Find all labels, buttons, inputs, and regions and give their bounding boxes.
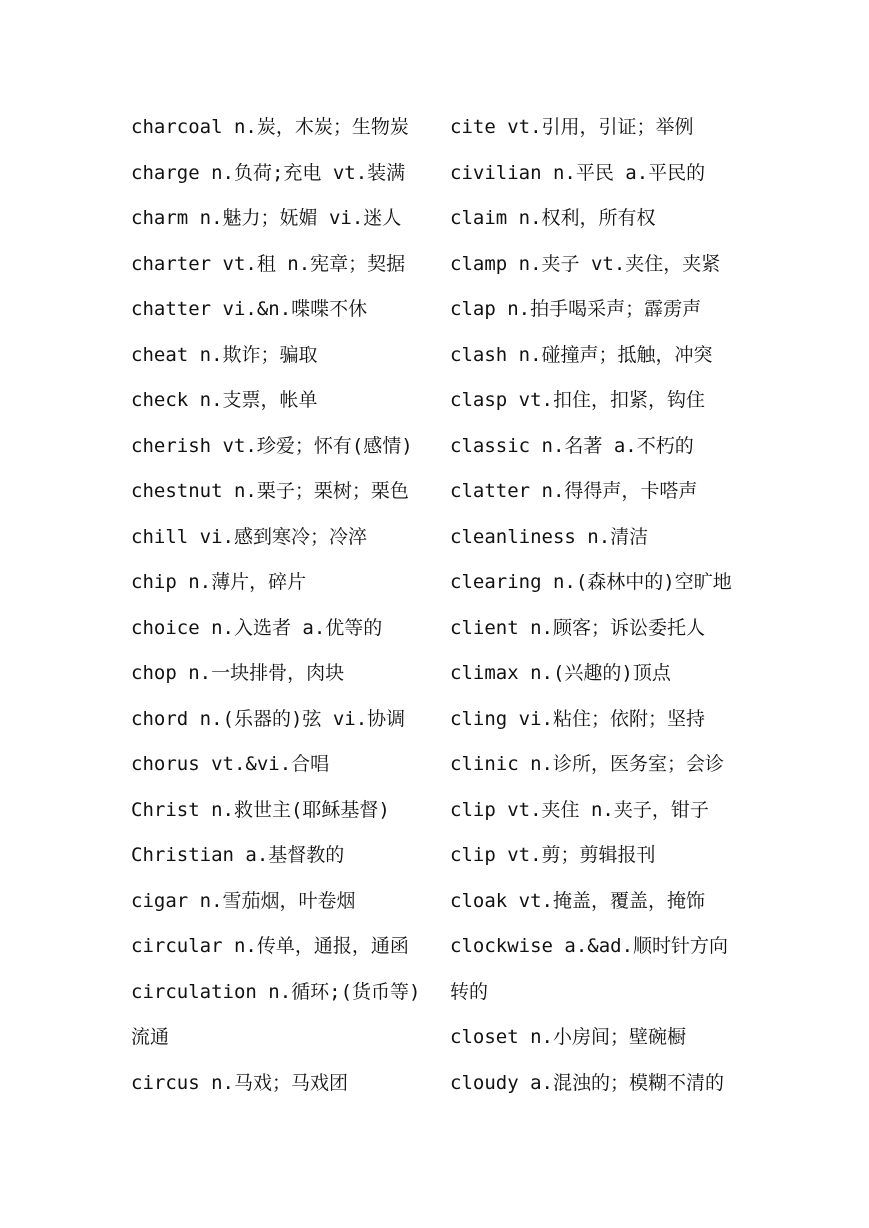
vocab-entry: claim n.权利，所有权 [450, 207, 656, 229]
vocab-entry: chorus vt.&vi.合唱 [131, 753, 330, 775]
vocab-entry: chop n.一块排骨，肉块 [131, 662, 345, 684]
vocab-entry: cloudy a.混浊的；模糊不清的 [450, 1071, 724, 1094]
vocab-entry: check n.支票，帐单 [131, 389, 318, 411]
vocab-entry: cite vt.引用，引证；举例 [450, 116, 694, 138]
vocab-entry: client n.顾客；诉讼委托人 [450, 616, 705, 639]
vocab-entry: Christian a.基督教的 [131, 844, 345, 866]
vocab-entry: cigar n.雪茄烟，叶卷烟 [131, 889, 356, 912]
vocab-entry: circular n.传单，通报，通函 [131, 935, 409, 957]
left-column [131, 105, 436, 1106]
vocab-entry-continuation: 转的 [450, 980, 489, 1003]
vocab-entry: choice n.入选者 a.优等的 [131, 616, 383, 639]
vocab-entry: chord n.(乐器的)弦 vi.协调 [131, 707, 406, 730]
vocab-entry: cleanliness n.清洁 [450, 525, 649, 548]
vocab-entry-continuation: 流通 [131, 1026, 170, 1048]
vocab-entry: clinic n.诊所，医务室；会诊 [450, 753, 724, 775]
vocab-entry: clip vt.夹住 n.夹子，钳子 [450, 798, 709, 821]
vocab-entry: clasp vt.扣住，扣紧，钩住 [450, 389, 705, 411]
vocab-entry: cloak vt.掩盖，覆盖，掩饰 [450, 889, 705, 912]
vocab-entry: climax n.(兴趣的)顶点 [450, 662, 671, 684]
vocab-entry: Christ n.救世主(耶稣基督) [131, 798, 390, 821]
vocab-entry: closet n.小房间；壁碗橱 [450, 1026, 686, 1048]
vocab-entry: cling vi.粘住；依附；坚持 [450, 707, 705, 730]
vocab-entry: clap n.拍手喝采声；霹雳声 [450, 298, 702, 320]
vocab-entry: clatter n.得得声，卡嗒声 [450, 480, 698, 502]
vocab-entry: charcoal n.炭，木炭；生物炭 [131, 116, 409, 138]
vocab-entry: charter vt.租 n.宪章；契据 [131, 252, 406, 275]
vocab-entry: clearing n.(森林中的)空旷地 [450, 571, 732, 593]
right-column [450, 105, 750, 1106]
vocab-entry: chestnut n.栗子；栗树；栗色 [131, 480, 409, 502]
vocab-entry: charge n.负荷;充电 vt.装满 [131, 161, 406, 184]
vocab-entry: clip vt.剪；剪辑报刊 [450, 844, 656, 866]
vocab-entry: chill vi.感到寒冷；冷淬 [131, 525, 367, 548]
vocab-entry: chatter vi.&n.喋喋不休 [131, 298, 368, 320]
vocab-entry: clockwise a.&ad.顺时针方向 [450, 935, 729, 957]
vocab-entry: circus n.马戏；马戏团 [131, 1071, 348, 1094]
vocab-entry: civilian n.平民 a.平民的 [450, 161, 706, 184]
vocab-entry: circulation n.循环;(货币等) [131, 980, 421, 1003]
vocab-entry: cheat n.欺诈；骗取 [131, 343, 318, 366]
vocab-entry: charm n.魅力；妩媚 vi.迷人 [131, 207, 402, 229]
vocab-entry: cherish vt.珍爱；怀有(感情) [131, 434, 413, 457]
vocab-entry: clash n.碰撞声；抵触，冲突 [450, 343, 713, 366]
vocab-entry: classic n.名著 a.不朽的 [450, 434, 694, 457]
vocab-entry: chip n.薄片，碎片 [131, 571, 307, 593]
vocab-entry: clamp n.夹子 vt.夹住，夹紧 [450, 252, 721, 275]
